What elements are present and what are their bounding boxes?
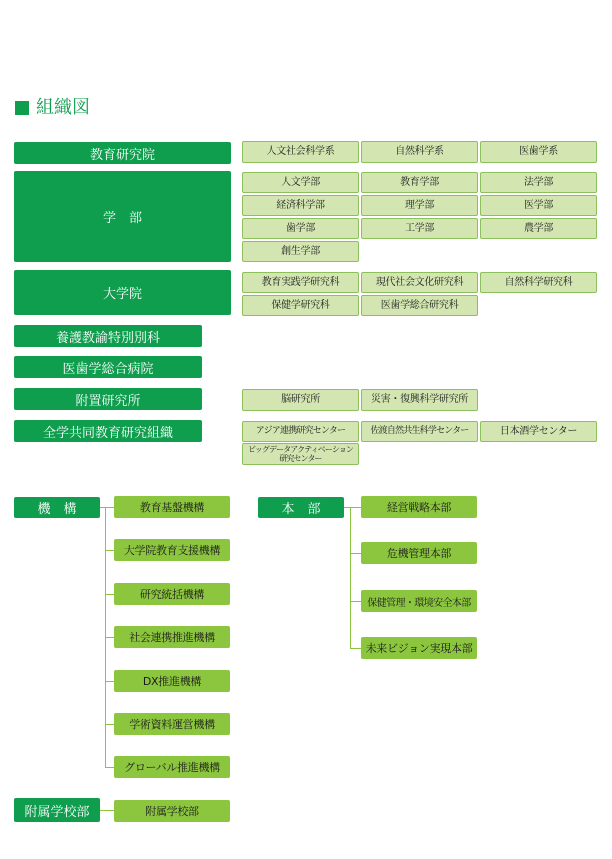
- grad-education-practice: 教育実践学研究科: [242, 272, 359, 293]
- organizations-branch: [105, 681, 114, 682]
- big-data-activation-line2: 研究センター: [279, 454, 322, 463]
- organizations-branch: [105, 724, 114, 725]
- org-dx-promotion: DX推進機構: [114, 670, 230, 692]
- big-data-activation-line1: ビッグデータアクティベーション: [248, 444, 353, 454]
- grad-health-sciences: 保健学研究科: [242, 295, 359, 316]
- headquarters-box: 本 部: [258, 497, 344, 518]
- hq-management-strategy: 経営戦略本部: [361, 496, 477, 518]
- disaster-recovery-institute: 災害・復興科学研究所: [361, 389, 478, 411]
- unit-natural-sciences: 自然科学系: [361, 141, 478, 163]
- org-social-collaboration: 社会連携推進機構: [114, 626, 230, 648]
- organizations-connector: [100, 507, 114, 508]
- big-data-activation-center: [242, 443, 359, 465]
- organizations-branch: [105, 550, 114, 551]
- org-research-management: 研究統括機構: [114, 583, 230, 605]
- education-institute-box: 教育研究院: [14, 142, 231, 164]
- institute-box: 附置研究所: [14, 388, 202, 410]
- unit-medical-dental: 医歯学系: [480, 141, 597, 163]
- headquarters-branch: [350, 601, 361, 602]
- graduate-school-box: 大学院: [14, 270, 231, 315]
- faculty-economics: 経済科学部: [242, 195, 359, 216]
- faculty-engineering: 工学部: [361, 218, 478, 239]
- title-square-icon: [15, 101, 29, 115]
- grad-medical-dental: 医歯学総合研究科: [361, 295, 478, 316]
- faculty-law: 法学部: [480, 172, 597, 193]
- brain-research-institute: 脳研究所: [242, 389, 359, 411]
- grad-science-technology: 自然科学研究科: [480, 272, 597, 293]
- headquarters-vertical-line: [350, 507, 351, 649]
- headquarters-branch: [350, 553, 361, 554]
- faculty-education: 教育学部: [361, 172, 478, 193]
- hq-health-environment-safety: 保健管理・環境安全本部: [361, 590, 477, 612]
- headquarters-branch: [350, 648, 361, 649]
- organizations-branch: [105, 637, 114, 638]
- headquarters-connector: [344, 507, 361, 508]
- sake-research-center: 日本酒学センター: [480, 421, 597, 442]
- faculty-agriculture: 農学部: [480, 218, 597, 239]
- faculty-creative-studies: 創生学部: [242, 241, 359, 262]
- organizations-branch: [105, 594, 114, 595]
- page-title: 組織図: [36, 97, 90, 118]
- organizations-box: 機 構: [14, 497, 100, 518]
- unit-humanities-social-sciences: 人文社会科学系: [242, 141, 359, 163]
- org-global-promotion: グローバル推進機構: [114, 756, 230, 778]
- asia-collaboration-center: アジア連携研究センター: [242, 421, 359, 442]
- special-course-box: 養護教諭特別別科: [14, 325, 202, 347]
- faculty-medicine: 医学部: [480, 195, 597, 216]
- faculty-science: 理学部: [361, 195, 478, 216]
- org-graduate-support: 大学院教育支援機構: [114, 539, 230, 561]
- attached-schools-box: 附属学校部: [14, 798, 100, 822]
- faculties-box: 学 部: [14, 171, 231, 262]
- joint-organization-box: 全学共同教育研究組織: [14, 420, 202, 442]
- hq-future-vision: 未来ビジョン実現本部: [361, 637, 477, 659]
- grad-modern-society-culture: 現代社会文化研究科: [361, 272, 478, 293]
- attached-schools-connector: [100, 810, 114, 811]
- hospital-box: 医歯学総合病院: [14, 356, 202, 378]
- hq-crisis-management: 危機管理本部: [361, 542, 477, 564]
- faculty-dentistry: 歯学部: [242, 218, 359, 239]
- attached-schools-item: 附属学校部: [114, 800, 230, 822]
- faculty-humanities: 人文学部: [242, 172, 359, 193]
- organizations-branch: [105, 767, 114, 768]
- org-education-foundation: 教育基盤機構: [114, 496, 230, 518]
- org-academic-resources: 学術資料運営機構: [114, 713, 230, 735]
- sado-nature-center: 佐渡自然共生科学センター: [361, 421, 478, 442]
